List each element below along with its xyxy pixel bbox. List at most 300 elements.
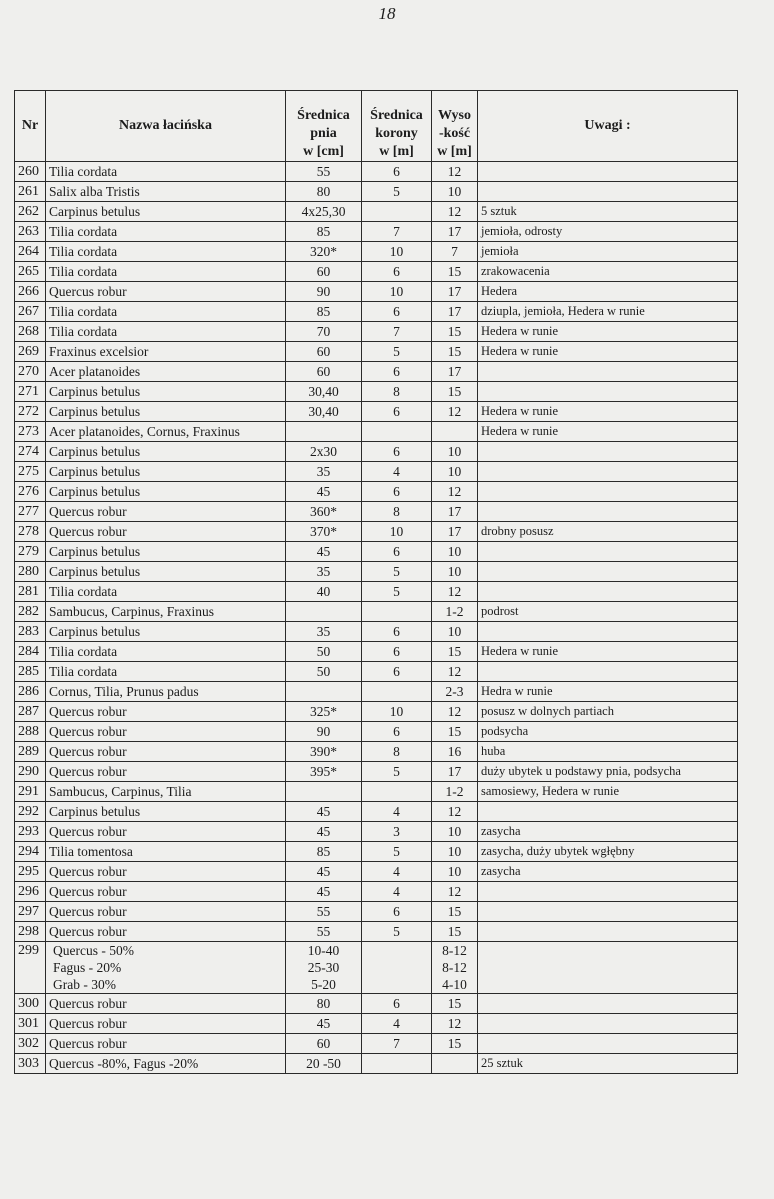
cell-height: 15 xyxy=(432,642,478,662)
cell-nr: 266 xyxy=(15,282,46,302)
cell-nr: 280 xyxy=(15,562,46,582)
cell-trunk-diameter: 360* xyxy=(286,502,362,522)
cell-trunk-diameter: 20 -50 xyxy=(286,1054,362,1074)
cell-trunk-diameter xyxy=(286,422,362,442)
table-row xyxy=(15,182,738,202)
cell-notes xyxy=(478,482,738,502)
cell-trunk-diameter: 70 xyxy=(286,322,362,342)
cell-nr: 290 xyxy=(15,762,46,782)
cell-height: 15 xyxy=(432,262,478,282)
cell-latin-name: Tilia cordata xyxy=(46,222,286,242)
cell-height: 1-2 xyxy=(432,602,478,622)
table-row xyxy=(15,882,738,902)
table-row xyxy=(15,382,738,402)
table-row xyxy=(15,542,738,562)
cell-notes xyxy=(478,502,738,522)
table-row xyxy=(15,602,738,622)
cell-nr: 288 xyxy=(15,722,46,742)
table-row xyxy=(15,302,738,322)
cell-notes xyxy=(478,582,738,602)
table-row xyxy=(15,1014,738,1034)
cell-height: 10 xyxy=(432,622,478,642)
cell-notes: Hedera w runie xyxy=(478,342,738,362)
cell-crown-diameter: 5 xyxy=(362,762,432,782)
cell-latin-name: Fraxinus excelsior xyxy=(46,342,286,362)
cell-latin-name: Carpinus betulus xyxy=(46,402,286,422)
cell-notes xyxy=(478,362,738,382)
cell-latin-name: Cornus, Tilia, Prunus padus xyxy=(46,682,286,702)
table-row xyxy=(15,202,738,222)
table-row xyxy=(15,802,738,822)
header-height xyxy=(432,91,478,162)
cell-trunk-diameter: 60 xyxy=(286,1034,362,1054)
cell-latin-name: Quercus robur xyxy=(46,282,286,302)
cell-crown-diameter: 6 xyxy=(362,302,432,322)
cell-notes xyxy=(478,162,738,182)
cell-latin-name: Tilia cordata xyxy=(46,322,286,342)
cell-trunk-diameter: 35 xyxy=(286,462,362,482)
table-row xyxy=(15,522,738,542)
cell-latin-name: Sambucus, Carpinus, Tilia xyxy=(46,782,286,802)
cell-crown-diameter: 5 xyxy=(362,582,432,602)
cell-notes xyxy=(478,902,738,922)
cell-crown-diameter: 10 xyxy=(362,282,432,302)
cell-latin-name: Sambucus, Carpinus, Fraxinus xyxy=(46,602,286,622)
cell-latin-name: Carpinus betulus xyxy=(46,622,286,642)
cell-notes: huba xyxy=(478,742,738,762)
cell-trunk-diameter: 85 xyxy=(286,222,362,242)
cell-trunk-diameter: 60 xyxy=(286,342,362,362)
cell-crown-diameter: 6 xyxy=(362,542,432,562)
cell-height: 17 xyxy=(432,502,478,522)
cell-notes xyxy=(478,382,738,402)
cell-latin-name: Quercus robur xyxy=(46,902,286,922)
cell-trunk-diameter: 40 xyxy=(286,582,362,602)
cell-crown-diameter xyxy=(362,602,432,622)
cell-notes: Hedera w runie xyxy=(478,322,738,342)
table-row xyxy=(15,762,738,782)
cell-height xyxy=(432,942,478,994)
cell-crown-diameter xyxy=(362,942,432,994)
cell-nr: 277 xyxy=(15,502,46,522)
cell-latin-name xyxy=(46,942,286,994)
cell-trunk-diameter: 4x25,30 xyxy=(286,202,362,222)
cell-trunk-diameter: 90 xyxy=(286,282,362,302)
cell-nr: 293 xyxy=(15,822,46,842)
height-range: 4-10 xyxy=(442,977,467,992)
header-trunk-diameter-line: w [cm] xyxy=(303,144,344,159)
cell-nr: 279 xyxy=(15,542,46,562)
table-row xyxy=(15,262,738,282)
cell-notes: Hedera w runie xyxy=(478,642,738,662)
cell-crown-diameter: 6 xyxy=(362,442,432,462)
cell-nr: 260 xyxy=(15,162,46,182)
table-row xyxy=(15,622,738,642)
table-row xyxy=(15,162,738,182)
cell-notes: dziupla, jemioła, Hedera w runie xyxy=(478,302,738,322)
cell-latin-name: Quercus robur xyxy=(46,922,286,942)
cell-crown-diameter: 6 xyxy=(362,262,432,282)
cell-latin-name: Carpinus betulus xyxy=(46,562,286,582)
diameter-range: 10-40 xyxy=(307,943,340,958)
cell-latin-name: Tilia cordata xyxy=(46,262,286,282)
table-body xyxy=(15,162,738,942)
cell-latin-name: Quercus robur xyxy=(46,882,286,902)
cell-latin-name: Quercus robur xyxy=(46,502,286,522)
cell-latin-name: Acer platanoides, Cornus, Fraxinus xyxy=(46,422,286,442)
cell-height: 12 xyxy=(432,202,478,222)
table-row xyxy=(15,422,738,442)
cell-height: 2-3 xyxy=(432,682,478,702)
species-share: Quercus - 50% xyxy=(53,943,134,958)
cell-trunk-diameter: 85 xyxy=(286,302,362,322)
cell-latin-name: Quercus robur xyxy=(46,722,286,742)
cell-notes: Hedera xyxy=(478,282,738,302)
cell-crown-diameter: 10 xyxy=(362,522,432,542)
cell-latin-name: Carpinus betulus xyxy=(46,442,286,462)
table-row xyxy=(15,482,738,502)
cell-notes xyxy=(478,942,738,994)
cell-crown-diameter: 8 xyxy=(362,502,432,522)
cell-trunk-diameter: 395* xyxy=(286,762,362,782)
cell-height: 10 xyxy=(432,822,478,842)
cell-crown-diameter: 5 xyxy=(362,562,432,582)
cell-trunk-diameter: 325* xyxy=(286,702,362,722)
cell-nr: 270 xyxy=(15,362,46,382)
cell-latin-name: Tilia cordata xyxy=(46,662,286,682)
cell-latin-name: Tilia cordata xyxy=(46,582,286,602)
cell-trunk-diameter: 55 xyxy=(286,902,362,922)
cell-height: 12 xyxy=(432,662,478,682)
cell-height: 12 xyxy=(432,482,478,502)
cell-trunk-diameter xyxy=(286,942,362,994)
header-crown-diameter xyxy=(362,91,432,162)
cell-crown-diameter xyxy=(362,1054,432,1074)
cell-nr: 291 xyxy=(15,782,46,802)
table-row xyxy=(15,282,738,302)
cell-notes xyxy=(478,882,738,902)
cell-crown-diameter xyxy=(362,682,432,702)
cell-notes xyxy=(478,562,738,582)
cell-trunk-diameter xyxy=(286,782,362,802)
cell-latin-name: Tilia cordata xyxy=(46,302,286,322)
cell-crown-diameter xyxy=(362,202,432,222)
cell-nr: 268 xyxy=(15,322,46,342)
header-height-line: w [m] xyxy=(437,144,472,159)
cell-crown-diameter: 6 xyxy=(362,162,432,182)
table-row xyxy=(15,322,738,342)
cell-crown-diameter: 8 xyxy=(362,742,432,762)
page-number: 18 xyxy=(378,4,396,23)
table-row xyxy=(15,702,738,722)
cell-trunk-diameter xyxy=(286,682,362,702)
table-row xyxy=(15,822,738,842)
cell-notes: zasycha, duży ubytek wgłębny xyxy=(478,842,738,862)
cell-nr: 272 xyxy=(15,402,46,422)
table-row xyxy=(15,342,738,362)
table-row xyxy=(15,682,738,702)
cell-crown-diameter: 5 xyxy=(362,842,432,862)
cell-height: 15 xyxy=(432,322,478,342)
cell-trunk-diameter: 50 xyxy=(286,662,362,682)
table-body-end xyxy=(15,994,738,1074)
cell-latin-name: Carpinus betulus xyxy=(46,382,286,402)
cell-trunk-diameter: 55 xyxy=(286,162,362,182)
header-notes: Uwagi : xyxy=(478,91,738,162)
cell-nr: 286 xyxy=(15,682,46,702)
cell-height: 12 xyxy=(432,882,478,902)
cell-notes xyxy=(478,462,738,482)
cell-crown-diameter xyxy=(362,782,432,802)
cell-trunk-diameter: 80 xyxy=(286,994,362,1014)
cell-nr: 302 xyxy=(15,1034,46,1054)
cell-height: 17 xyxy=(432,522,478,542)
cell-notes xyxy=(478,182,738,202)
table-row xyxy=(15,842,738,862)
cell-trunk-diameter: 45 xyxy=(286,482,362,502)
cell-crown-diameter: 7 xyxy=(362,222,432,242)
cell-trunk-diameter: 60 xyxy=(286,362,362,382)
cell-nr: 289 xyxy=(15,742,46,762)
cell-nr: 269 xyxy=(15,342,46,362)
header-height-line: Wyso xyxy=(438,108,471,123)
cell-crown-diameter: 5 xyxy=(362,342,432,362)
header-nr: Nr xyxy=(15,91,46,162)
table-row xyxy=(15,642,738,662)
cell-height: 10 xyxy=(432,462,478,482)
cell-nr: 265 xyxy=(15,262,46,282)
cell-nr: 284 xyxy=(15,642,46,662)
cell-trunk-diameter: 2x30 xyxy=(286,442,362,462)
cell-notes xyxy=(478,802,738,822)
table-row xyxy=(15,442,738,462)
table-row xyxy=(15,922,738,942)
cell-height: 12 xyxy=(432,1014,478,1034)
table-row xyxy=(15,722,738,742)
cell-height: 17 xyxy=(432,302,478,322)
cell-height: 15 xyxy=(432,1034,478,1054)
cell-nr: 300 xyxy=(15,994,46,1014)
cell-nr: 261 xyxy=(15,182,46,202)
table-row xyxy=(15,462,738,482)
cell-trunk-diameter: 35 xyxy=(286,562,362,582)
cell-height: 7 xyxy=(432,242,478,262)
cell-trunk-diameter: 45 xyxy=(286,802,362,822)
cell-height: 15 xyxy=(432,722,478,742)
cell-crown-diameter: 6 xyxy=(362,662,432,682)
cell-trunk-diameter: 45 xyxy=(286,822,362,842)
cell-trunk-diameter: 45 xyxy=(286,862,362,882)
cell-latin-name: Quercus robur xyxy=(46,1014,286,1034)
cell-latin-name: Tilia tomentosa xyxy=(46,842,286,862)
cell-trunk-diameter: 90 xyxy=(286,722,362,742)
cell-height xyxy=(432,1054,478,1074)
header-crown-diameter-line: w [m] xyxy=(379,144,414,159)
cell-latin-name: Quercus robur xyxy=(46,702,286,722)
header-crown-diameter-line: korony xyxy=(375,126,418,141)
header-trunk-diameter xyxy=(286,91,362,162)
cell-latin-name: Carpinus betulus xyxy=(46,482,286,502)
cell-latin-name: Quercus -80%, Fagus -20% xyxy=(46,1054,286,1074)
table-row xyxy=(15,562,738,582)
cell-trunk-diameter: 370* xyxy=(286,522,362,542)
cell-crown-diameter: 5 xyxy=(362,182,432,202)
cell-crown-diameter: 4 xyxy=(362,462,432,482)
cell-height: 12 xyxy=(432,162,478,182)
cell-height: 12 xyxy=(432,702,478,722)
header-height-line: -kość xyxy=(438,126,471,141)
cell-latin-name: Quercus robur xyxy=(46,994,286,1014)
cell-crown-diameter: 5 xyxy=(362,922,432,942)
cell-nr: 264 xyxy=(15,242,46,262)
cell-trunk-diameter: 35 xyxy=(286,622,362,642)
table-row xyxy=(15,582,738,602)
cell-trunk-diameter: 85 xyxy=(286,842,362,862)
cell-height: 17 xyxy=(432,282,478,302)
cell-notes xyxy=(478,1014,738,1034)
cell-trunk-diameter: 390* xyxy=(286,742,362,762)
cell-nr: 263 xyxy=(15,222,46,242)
cell-height: 10 xyxy=(432,842,478,862)
cell-crown-diameter: 10 xyxy=(362,702,432,722)
cell-crown-diameter: 6 xyxy=(362,994,432,1014)
cell-nr: 278 xyxy=(15,522,46,542)
cell-trunk-diameter: 30,40 xyxy=(286,402,362,422)
cell-crown-diameter: 7 xyxy=(362,322,432,342)
cell-height: 17 xyxy=(432,762,478,782)
cell-notes: Hedera w runie xyxy=(478,402,738,422)
cell-notes: posusz w dolnych partiach xyxy=(478,702,738,722)
cell-nr: 281 xyxy=(15,582,46,602)
cell-height: 15 xyxy=(432,902,478,922)
diameter-range: 25-30 xyxy=(307,960,340,975)
cell-nr: 262 xyxy=(15,202,46,222)
header-crown-diameter-line: Średnica xyxy=(370,108,423,123)
table-row xyxy=(15,662,738,682)
cell-crown-diameter: 6 xyxy=(362,482,432,502)
cell-notes: 5 sztuk xyxy=(478,202,738,222)
table-row xyxy=(15,242,738,262)
cell-notes: zrakowacenia xyxy=(478,262,738,282)
table-row xyxy=(15,1034,738,1054)
cell-crown-diameter: 4 xyxy=(362,862,432,882)
cell-nr: 285 xyxy=(15,662,46,682)
cell-latin-name: Carpinus betulus xyxy=(46,542,286,562)
cell-nr: 275 xyxy=(15,462,46,482)
cell-latin-name: Acer platanoides xyxy=(46,362,286,382)
cell-height: 1-2 xyxy=(432,782,478,802)
cell-trunk-diameter: 30,40 xyxy=(286,382,362,402)
cell-height: 10 xyxy=(432,182,478,202)
cell-nr: 301 xyxy=(15,1014,46,1034)
cell-notes: zasycha xyxy=(478,822,738,842)
cell-nr: 267 xyxy=(15,302,46,322)
cell-nr: 303 xyxy=(15,1054,46,1074)
cell-notes xyxy=(478,622,738,642)
cell-latin-name: Quercus robur xyxy=(46,822,286,842)
cell-notes xyxy=(478,994,738,1014)
cell-notes xyxy=(478,662,738,682)
cell-height: 15 xyxy=(432,994,478,1014)
species-share: Grab - 30% xyxy=(53,977,116,992)
cell-height: 17 xyxy=(432,362,478,382)
cell-crown-diameter: 4 xyxy=(362,1014,432,1034)
cell-notes xyxy=(478,922,738,942)
cell-notes: duży ubytek u podstawy pnia, podsycha xyxy=(478,762,738,782)
tree-inventory-table xyxy=(14,90,738,1074)
height-range: 8-12 xyxy=(442,960,467,975)
cell-latin-name: Salix alba Tristis xyxy=(46,182,286,202)
cell-nr: 297 xyxy=(15,902,46,922)
cell-crown-diameter: 4 xyxy=(362,802,432,822)
cell-notes: Hedera w runie xyxy=(478,422,738,442)
diameter-range: 5-20 xyxy=(311,977,336,992)
cell-nr: 283 xyxy=(15,622,46,642)
cell-latin-name: Quercus robur xyxy=(46,742,286,762)
cell-trunk-diameter: 45 xyxy=(286,542,362,562)
cell-trunk-diameter: 45 xyxy=(286,1014,362,1034)
cell-nr: 295 xyxy=(15,862,46,882)
cell-crown-diameter: 8 xyxy=(362,382,432,402)
cell-trunk-diameter: 80 xyxy=(286,182,362,202)
cell-notes: Hedra w runie xyxy=(478,682,738,702)
table-row xyxy=(15,502,738,522)
cell-height: 10 xyxy=(432,542,478,562)
cell-crown-diameter: 6 xyxy=(362,362,432,382)
cell-trunk-diameter: 55 xyxy=(286,922,362,942)
cell-nr: 271 xyxy=(15,382,46,402)
cell-latin-name: Tilia cordata xyxy=(46,642,286,662)
cell-height: 10 xyxy=(432,442,478,462)
cell-crown-diameter: 6 xyxy=(362,402,432,422)
cell-trunk-diameter: 45 xyxy=(286,882,362,902)
table-row xyxy=(15,402,738,422)
cell-crown-diameter xyxy=(362,422,432,442)
cell-crown-diameter: 3 xyxy=(362,822,432,842)
cell-notes xyxy=(478,542,738,562)
cell-notes: samosiewy, Hedera w runie xyxy=(478,782,738,802)
table-row xyxy=(15,1054,738,1074)
table-body-multi xyxy=(15,942,738,994)
cell-height: 12 xyxy=(432,402,478,422)
height-range: 8-12 xyxy=(442,943,467,958)
cell-nr: 276 xyxy=(15,482,46,502)
cell-latin-name: Tilia cordata xyxy=(46,242,286,262)
cell-height: 16 xyxy=(432,742,478,762)
table-row xyxy=(15,942,738,994)
cell-nr: 299 xyxy=(15,942,46,994)
header-trunk-diameter-line: Średnica xyxy=(297,108,350,123)
cell-nr: 274 xyxy=(15,442,46,462)
cell-crown-diameter: 6 xyxy=(362,722,432,742)
table-row xyxy=(15,902,738,922)
table-row xyxy=(15,362,738,382)
cell-height: 12 xyxy=(432,802,478,822)
cell-latin-name: Carpinus betulus xyxy=(46,802,286,822)
cell-nr: 296 xyxy=(15,882,46,902)
cell-notes: jemioła xyxy=(478,242,738,262)
cell-latin-name: Carpinus betulus xyxy=(46,462,286,482)
cell-notes: podrost xyxy=(478,602,738,622)
cell-trunk-diameter: 60 xyxy=(286,262,362,282)
cell-nr: 282 xyxy=(15,602,46,622)
header-trunk-diameter-line: pnia xyxy=(310,126,337,141)
cell-nr: 273 xyxy=(15,422,46,442)
cell-nr: 292 xyxy=(15,802,46,822)
cell-height: 10 xyxy=(432,562,478,582)
cell-latin-name: Quercus robur xyxy=(46,762,286,782)
cell-crown-diameter: 4 xyxy=(362,882,432,902)
